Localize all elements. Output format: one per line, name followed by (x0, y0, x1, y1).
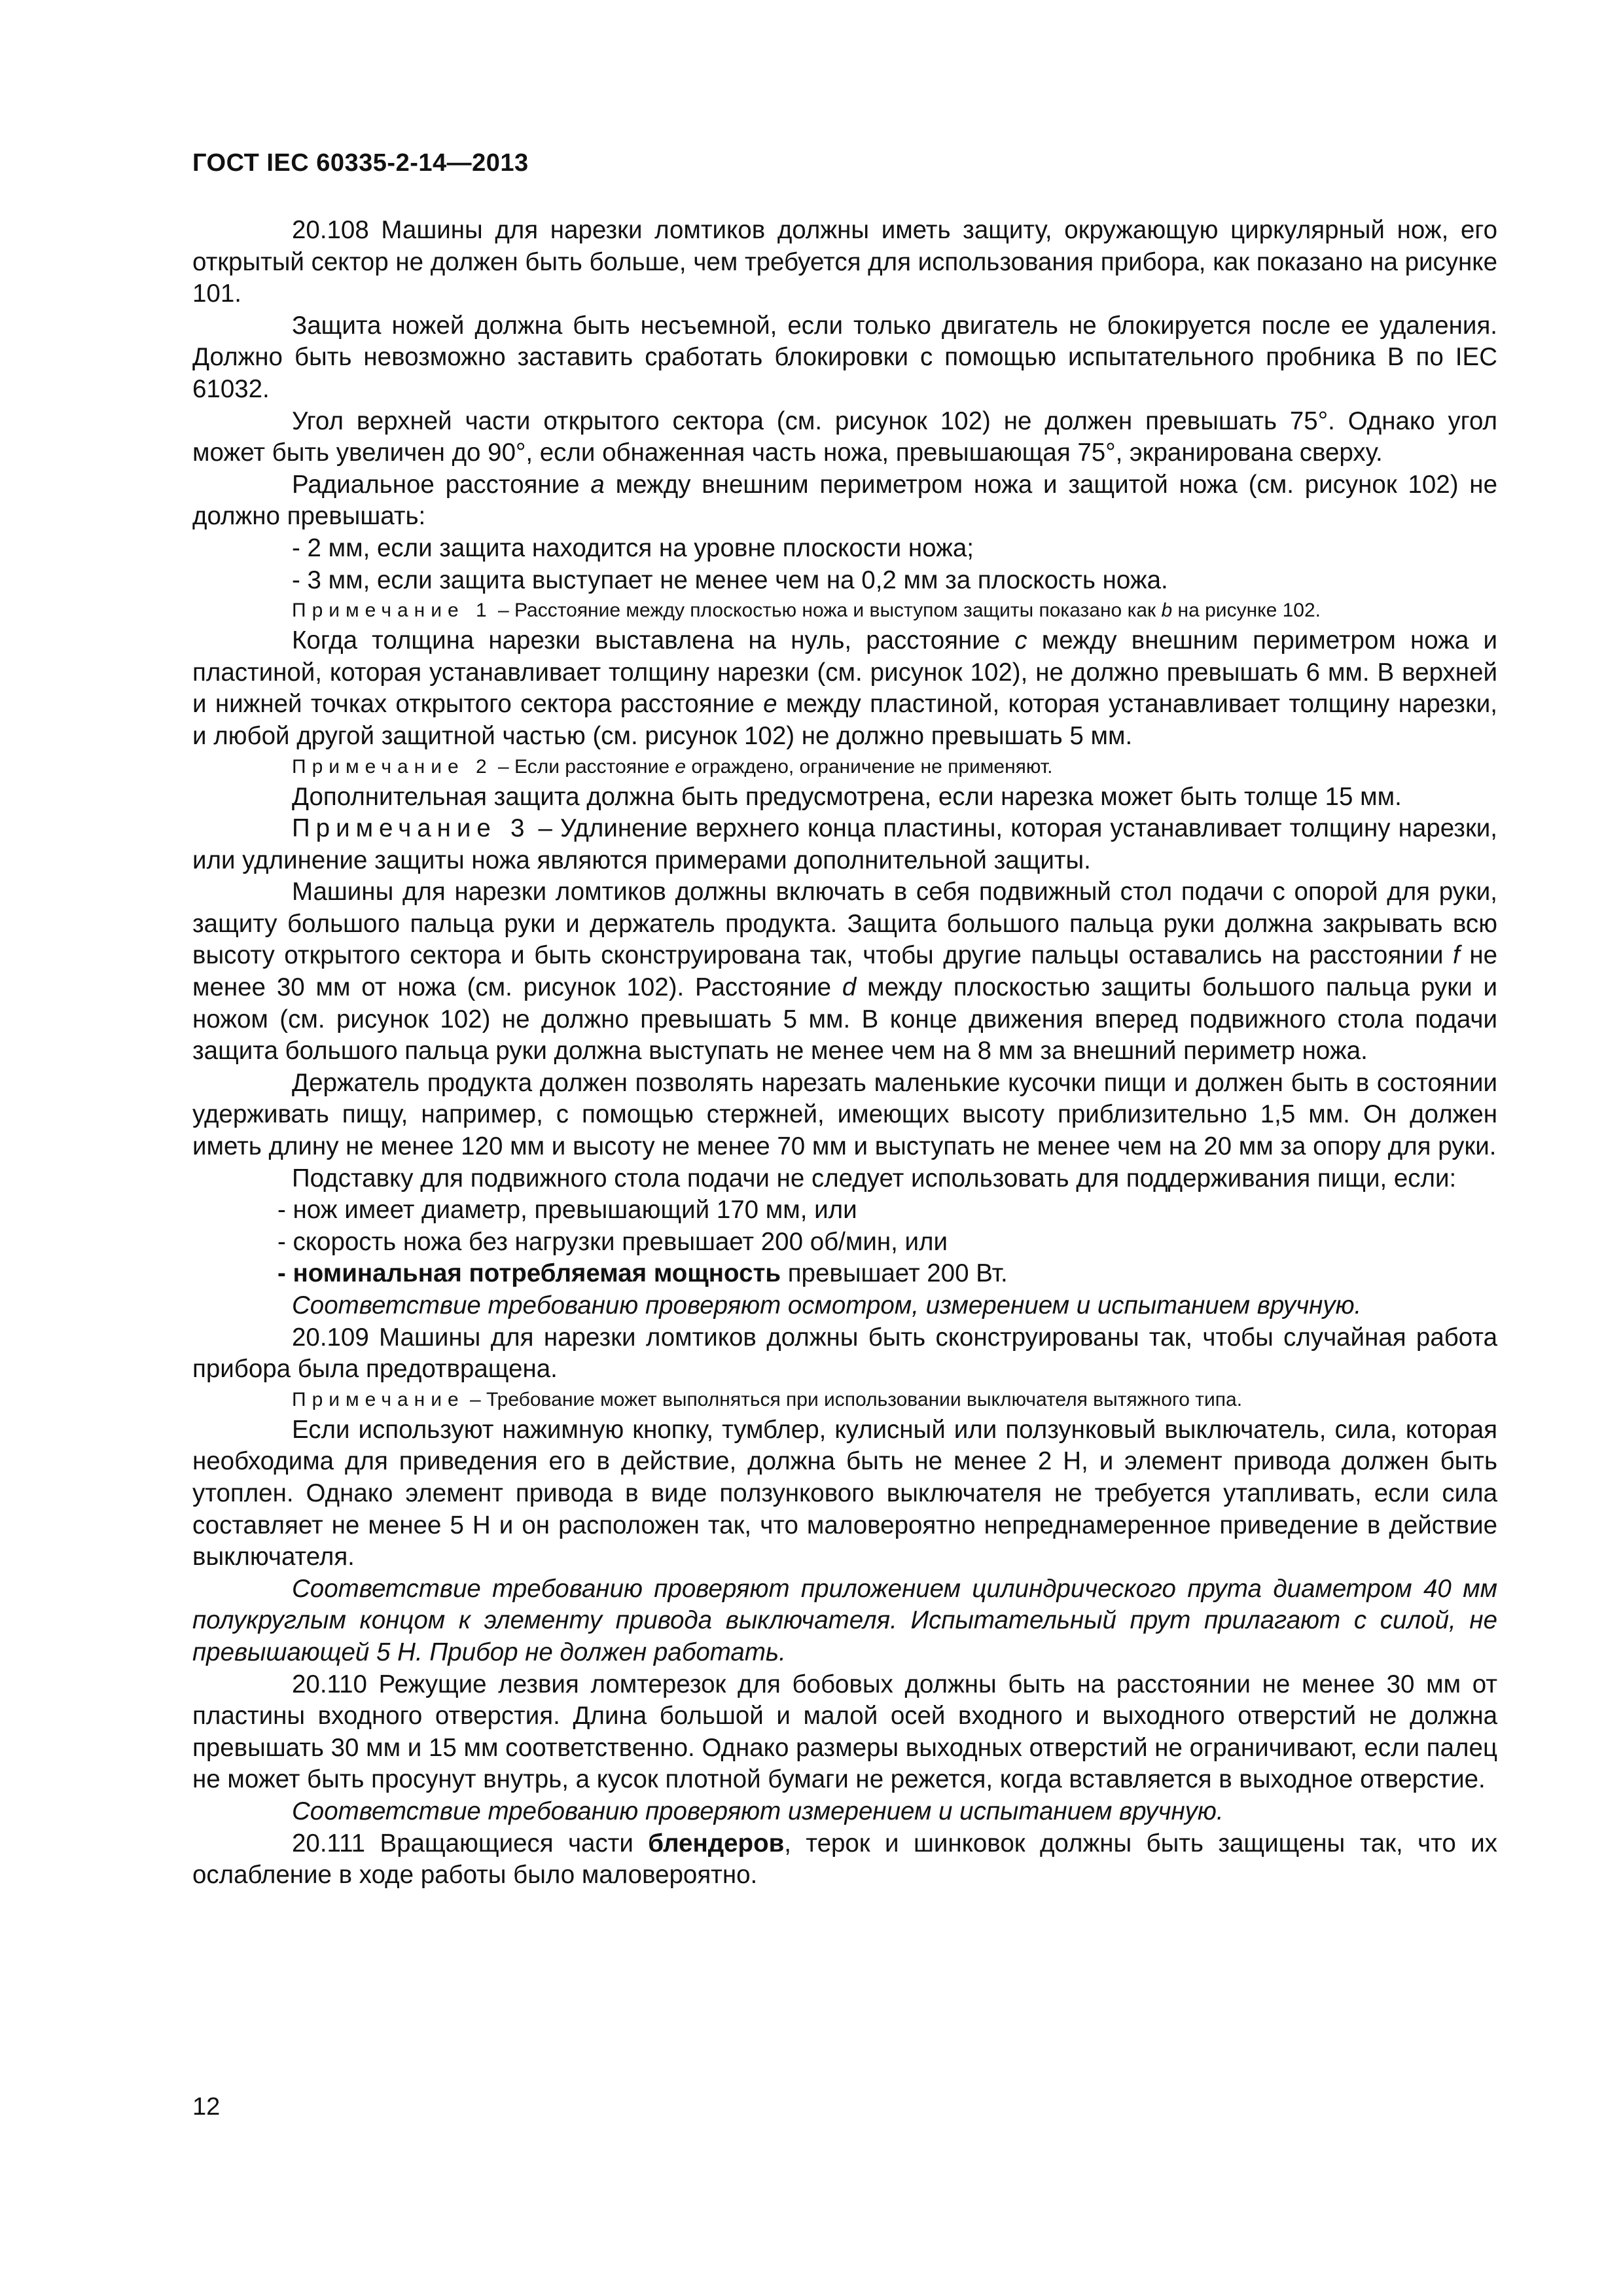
clause-20-111: 20.111 Вращающиеся части блендеров, терок и шинковок должны быть защищены так, что их ослабление в ходе работы было маловероятно. (192, 1829, 1497, 1890)
list-item: - 2 мм, если защита находится на уровне плоскости ножа; (292, 533, 974, 562)
list-item: - нож имеет диаметр, превышающий 170 мм, или (277, 1196, 857, 1225)
standard-header: ГОСТ IEC 60335-2-14—2013 (192, 149, 529, 177)
paragraph-guard-fixed: Защита ножей должна быть несъемной, если только двигатель не блокируется после ее удаления. Должно быть невозможно заставить сработать блокировки с помощью испытательного пробника B по IEC 61032. (192, 311, 1497, 403)
note-3: Примечание 3 – Удлинение верхнего конца пластины, которая устанавливает толщину нарезки, или удлинение защиты ножа являются примерами дополнительной защиты. (192, 814, 1497, 874)
clause-20-110: 20.110 Режущие лезвия ломтерезок для бобовых должны быть на расстоянии не менее 30 мм от пластины входного отверстия. Длина большой и малой осей входного и выходного отверстий не должна превышать 30 мм и 15 мм соответственно. Однако размеры выходных отверстий не ограничивают, если палец не может быть просунут внутрь, а кусок плотной бумаги не режется, когда вставляется в выходное отверстие. (192, 1670, 1497, 1794)
note-2: Примечание 2 – Если расстояние e ограждено, ограничение не применяют. (292, 755, 1053, 778)
compliance-check: Соответствие требованию проверяют приложением цилиндрического прута диаметром 40 мм полукруглым концом к элементу привода выключателя. Испытательный прут прилагают с силой, не превышающей 5 Н. Прибор не должен работать. (192, 1574, 1497, 1666)
note: Примечание – Требование может выполняться при использовании выключателя вытяжного типа. (292, 1388, 1243, 1410)
paragraph-sector-angle: Угол верхней части открытого сектора (см. рисунок 102) не должен превышать 75°. Однако угол может быть увеличен до 90°, если обнаженная часть ножа, превышающая 75°, экранирована сверху. (192, 406, 1497, 467)
clause-20-108: 20.108 Машины для нарезки ломтиков должны иметь защиту, окружающую циркулярный нож, его открытый сектор не должен быть больше, чем требуется для использования прибора, как показано на рисунке 101. (192, 216, 1497, 308)
paragraph-switch-force: Если используют нажимную кнопку, тумблер, кулисный или ползунковый выключатель, сила, которая необходима для приведения его в действие, должна быть не менее 2 Н, и элемент привода должен быть утоплен. Однако элемент привода в виде ползункового выключателя не требуется утапливать, если сила составляет не менее 5 Н и он расположен так, что маловероятно непреднамеренное приведение в действие выключателя. (192, 1415, 1497, 1571)
paragraph-radial-distance: Радиальное расстояние a между внешним периметром ножа и защитой ножа (см. рисунок 102) не должно превышать: (192, 470, 1497, 531)
list-item: - скорость ножа без нагрузки превышает 200 об/мин, или (277, 1227, 948, 1256)
list-item: - номинальная потребляемая мощность превышает 200 Вт. (277, 1259, 1008, 1288)
page-number: 12 (192, 2093, 221, 2121)
paragraph-product-holder: Держатель продукта должен позволять нарезать маленькие кусочки пищи и должен быть в состоянии удерживать пищу, например, с помощью стержней, имеющих высоту приблизительно 1,5 мм. Он должен иметь длину не менее 120 мм и высоту не менее 70 мм и выступать не менее чем на 20 мм за опору для руки. (192, 1068, 1497, 1161)
clause-20-109: 20.109 Машины для нарезки ломтиков должны быть сконструированы так, чтобы случайная работа прибора была предотвращена. (192, 1323, 1497, 1384)
note-1: Примечание 1 – Расстояние между плоскостью ножа и выступом защиты показано как b на рисунке 102. (292, 600, 1321, 622)
document-body (192, 215, 1497, 1892)
paragraph-feed-support: Подставку для подвижного стола подачи не следует использовать для поддерживания пищи, если: (292, 1164, 1457, 1193)
paragraph-additional-guard: Дополнительная защита должна быть предусмотрена, если нарезка может быть толще 15 мм. (292, 782, 1402, 811)
paragraph-feed-table: Машины для нарезки ломтиков должны включать в себя подвижный стол подачи с опорой для руки, защиту большого пальца руки и держатель продукта. Защита большого пальца руки должна закрывать всю высоту открытого сектора и быть сконструирована так, чтобы другие пальцы оставались на расстоянии f не менее 30 мм от ножа (см. рисунок 102). Расстояние d между плоскостью защиты большого пальца руки и ножом (см. рисунок 102) не должно превышать 5 мм. В конце движения вперед подвижного стола подачи защита большого пальца руки должна выступать не менее чем на 8 мм за внешний периметр ножа. (192, 878, 1498, 1066)
list-item: - 3 мм, если защита выступает не менее чем на 0,2 мм за плоскость ножа. (292, 565, 1168, 594)
paragraph-slice-thickness: Когда толщина нарезки выставлена на нуль, расстояние c между внешним периметром ножа и пластиной, которая устанавливает толщину нарезки (см. рисунок 102), не должно превышать 6 мм. В верхней и нижней точках открытого сектора расстояние e между пластиной, которая устанавливает толщину нарезки, и любой другой защитной частью (см. рисунок 102) не должно превышать 5 мм. (192, 626, 1497, 750)
compliance-check: Соответствие требованию проверяют осмотром, измерением и испытанием вручную. (292, 1291, 1362, 1319)
compliance-check: Соответствие требованию проверяют измерением и испытанием вручную. (292, 1797, 1224, 1825)
